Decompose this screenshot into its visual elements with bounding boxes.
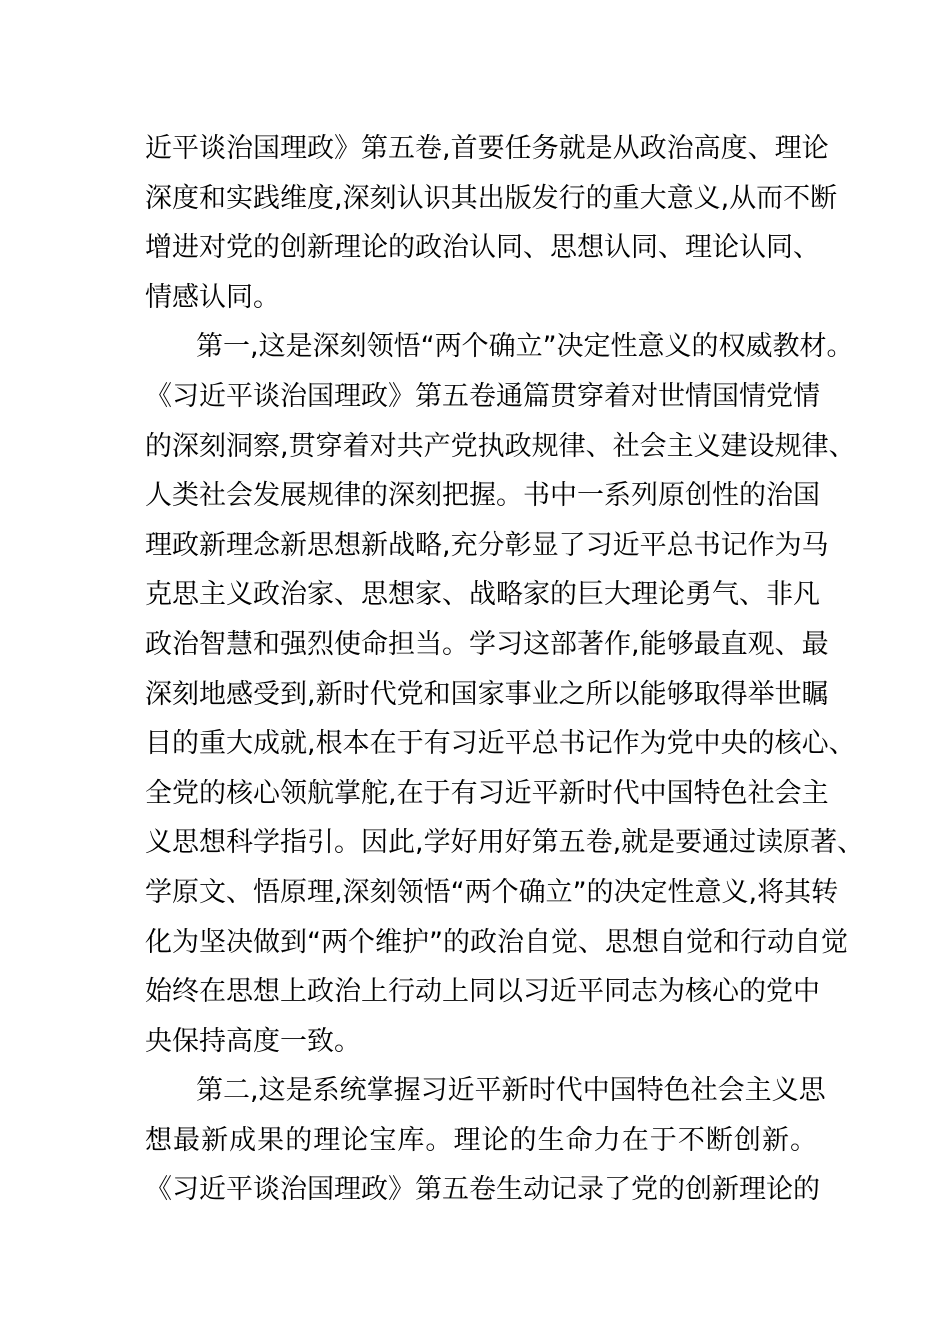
text-line: 深度和实践维度,深刻认识其出版发行的重大意义,从而不断: [145, 182, 838, 214]
text-line: 情感认同。: [145, 281, 280, 313]
text-line: 人类社会发展规律的深刻把握。书中一系列原创性的治国: [145, 480, 820, 512]
text-line: 的深刻洞察,贯穿着对共产党执政规律、社会主义建设规律、: [145, 430, 856, 462]
paragraph-first-line: 第二,这是系统掌握习近平新时代中国特色社会主义思: [196, 1075, 826, 1107]
text-line: 目的重大成就,根本在于有习近平总书记作为党中央的核心、: [145, 728, 856, 760]
text-line: 义思想科学指引。因此,学好用好第五卷,就是要通过读原著、: [145, 827, 865, 859]
text-line: 学原文、悟原理,深刻领悟“两个确立”的决定性意义,将其转: [145, 876, 839, 908]
text-line: 政治智慧和强烈使命担当。学习这部著作,能够最直观、最: [145, 628, 829, 660]
text-line: 化为坚决做到“两个维护”的政治自觉、思想自觉和行动自觉: [145, 926, 848, 958]
text-line: 近平谈治国理政》第五卷,首要任务就是从政治高度、理论: [145, 133, 829, 164]
text-line: 想最新成果的理论宝库。理论的生命力在于不断创新。: [145, 1124, 817, 1156]
text-line: 始终在思想上政治上行动上同以习近平同志为核心的党中: [145, 976, 820, 1008]
text-line: 《习近平谈治国理政》第五卷通篇贯穿着对世情国情党情: [145, 380, 820, 412]
text-line: 克思主义政治家、思想家、战略家的巨大理论勇气、非凡: [145, 579, 820, 611]
paragraph-first-line: 第一,这是深刻领悟“两个确立”决定性意义的权威教材。: [196, 331, 854, 363]
body-text: [145, 124, 865, 1215]
text-line: 增进对党的创新理论的政治认同、思想认同、理论认同、: [145, 232, 820, 264]
text-line: 《习近平谈治国理政》第五卷生动记录了党的创新理论的: [145, 1174, 820, 1206]
text-line: 央保持高度一致。: [145, 1025, 361, 1057]
text-line: 深刻地感受到,新时代党和国家事业之所以能够取得举世瞩: [145, 678, 829, 710]
text-line: 理政新理念新思想新战略,充分彰显了习近平总书记作为马: [145, 529, 829, 561]
text-line: 全党的核心领航掌舵,在于有习近平新时代中国特色社会主: [145, 777, 829, 809]
